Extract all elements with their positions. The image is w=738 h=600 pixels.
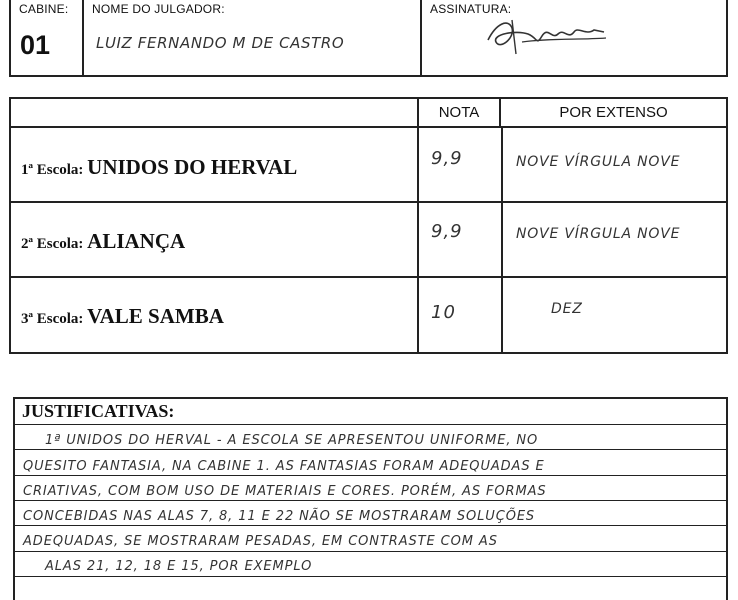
extenso-header: POR EXTENSO	[559, 104, 668, 121]
score-value: 10	[431, 302, 456, 323]
score-in-words: NOVE VÍRGULA NOVE	[516, 154, 681, 170]
justification-line: ALAS 21, 12, 18 E 15, POR EXEMPLO	[45, 559, 313, 574]
school-name: 3ª Escola: VALE SAMBA	[21, 304, 224, 328]
score-in-words: DEZ	[551, 301, 583, 317]
cabine-number: 01	[20, 30, 51, 60]
justification-line: CONCEBIDAS NAS ALAS 7, 8, 11 E 22 NÃO SE MOSTRARAM SOLUÇÕES	[23, 509, 536, 524]
scores-header-row	[11, 99, 726, 128]
school-name: 2ª Escola: ALIANÇA	[21, 229, 186, 253]
scores-table	[9, 97, 728, 354]
cabine-label: CABINE:	[19, 2, 69, 16]
judge-label: NOME DO JULGADOR:	[92, 2, 225, 16]
justification-line: CRIATIVAS, COM BOM USO DE MATERIAIS E CORES. PORÉM, AS FORMAS	[23, 484, 547, 499]
score-value: 9,9	[431, 148, 463, 169]
table-row	[11, 203, 726, 278]
school-name: 1ª Escola: UNIDOS DO HERVAL	[21, 155, 298, 179]
cabine-cell	[11, 0, 84, 75]
score-value: 9,9	[431, 221, 463, 242]
justification-line: ADEQUADAS, SE MOSTRARAM PESADAS, EM CONTRASTE COM AS	[23, 534, 498, 549]
justification-line: 1ª UNIDOS DO HERVAL - A ESCOLA SE APRESENTOU UNIFORME, NO	[45, 433, 539, 448]
signature-label: ASSINATURA:	[430, 2, 512, 16]
table-row	[11, 128, 726, 203]
judge-name: LUIZ FERNANDO M DE CASTRO	[96, 34, 345, 52]
score-in-words: NOVE VÍRGULA NOVE	[516, 226, 681, 242]
justification-line: QUESITO FANTASIA, NA CABINE 1. AS FANTASIAS FORAM ADEQUADAS E	[23, 459, 545, 474]
signature-icon	[482, 10, 612, 60]
table-row	[11, 278, 726, 352]
justification-box	[13, 397, 728, 600]
header-table	[9, 0, 728, 77]
justification-title: JUSTIFICATIVAS:	[22, 401, 175, 421]
nota-header: NOTA	[417, 99, 501, 126]
signature-cell	[422, 0, 726, 75]
judge-cell	[84, 0, 422, 75]
